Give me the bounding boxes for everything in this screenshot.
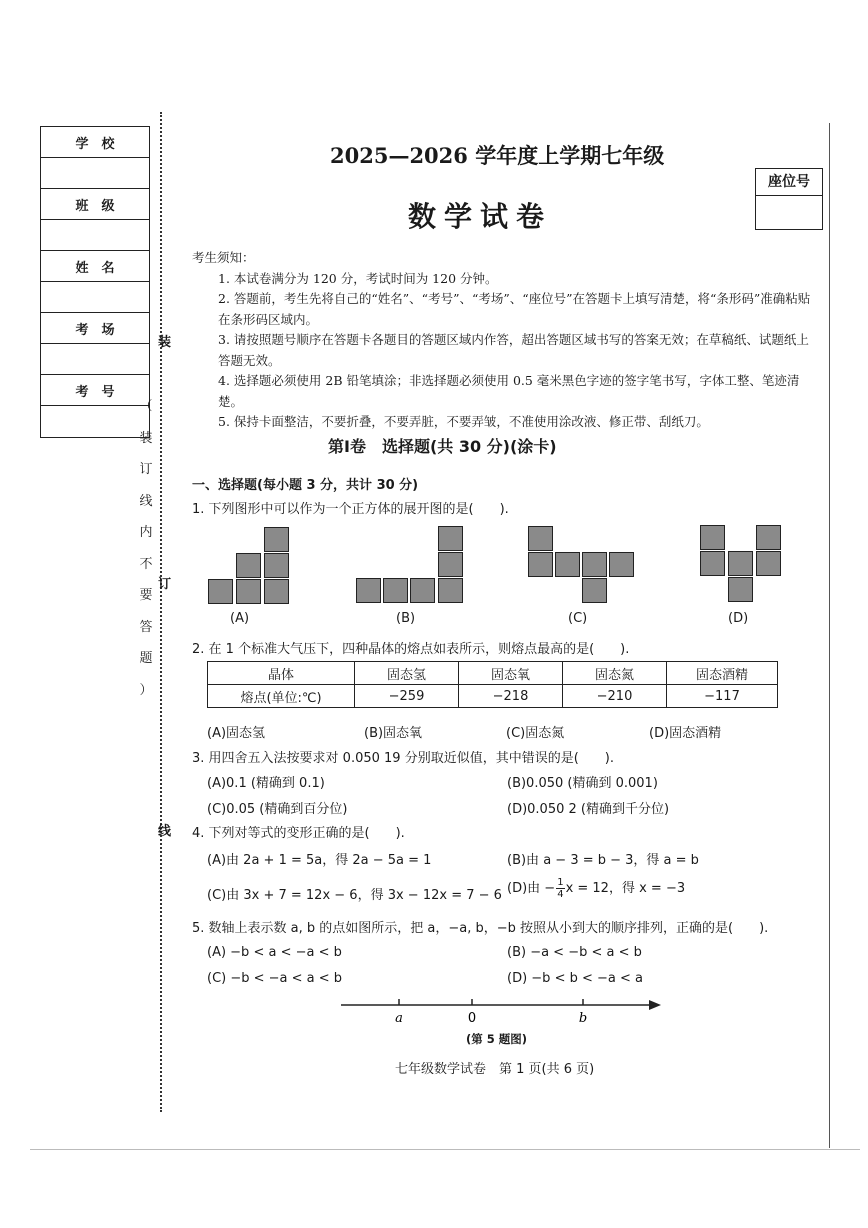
binding-char: 订 bbox=[139, 462, 153, 477]
bottom-rule bbox=[30, 1149, 860, 1150]
q3-option-d: (D)0.050 2 (精确到千分位) bbox=[507, 802, 670, 817]
binding-char: 要 bbox=[139, 588, 153, 603]
info-label-class: 班 级 bbox=[41, 189, 149, 220]
q4-option-d-prefix: (D)由 − bbox=[507, 881, 556, 896]
net-square bbox=[264, 527, 289, 552]
net-square bbox=[609, 552, 634, 577]
net-square bbox=[528, 552, 553, 577]
binding-char: ） bbox=[139, 682, 153, 698]
section-title: 第Ⅰ卷 选择题(共 30 分)(涂卡) bbox=[328, 437, 557, 456]
net-square bbox=[356, 578, 381, 603]
number-line-arrow bbox=[649, 1000, 661, 1010]
q5-option-b: (B) −a < −b < a < b bbox=[507, 945, 642, 960]
info-blank-school bbox=[41, 158, 149, 189]
q5-option-a: (A) −b < a < −a < b bbox=[207, 945, 342, 960]
q4-option-b: (B)由 a − 3 = b − 3，得 a = b bbox=[507, 853, 699, 868]
axis-label-a: a bbox=[395, 1011, 403, 1026]
notice-item: 2. 答题前，考生先将自己的“姓名”、“考号”、“考场”、“座位号”在答题卡上填写清楚，将“条形码”准确粘贴在条形码区域内。 bbox=[218, 291, 811, 327]
q3-option-b: (B)0.050 (精确到 0.001) bbox=[507, 776, 658, 791]
net-square bbox=[410, 578, 435, 603]
net-square bbox=[728, 577, 753, 602]
q3-option-c: (C)0.05 (精确到百分位) bbox=[207, 802, 348, 817]
fraction-denominator: 4 bbox=[557, 889, 564, 900]
net-square bbox=[438, 526, 463, 551]
net-square bbox=[383, 578, 408, 603]
q4-option-c: (C)由 3x + 7 = 12x − 6，得 3x − 12x = 7 − 6 bbox=[207, 888, 502, 903]
net-square bbox=[236, 553, 261, 578]
binding-char: 不 bbox=[139, 556, 153, 572]
notice-item: 3. 请按照题号顺序在答题卡各题目的答题区域内作答，超出答题区域书写的答案无效；在草稿纸、试题纸上答题无效。 bbox=[218, 332, 809, 368]
table-cell: −210 bbox=[563, 685, 667, 708]
net-square bbox=[264, 579, 289, 604]
notice-item: 1. 本试卷满分为 120 分，考试时间为 120 分钟。 bbox=[218, 270, 498, 286]
notice-heading: 考生须知： bbox=[192, 250, 255, 265]
option-label-a: (A) bbox=[230, 611, 250, 626]
info-blank-number bbox=[41, 406, 149, 437]
question-5-text: 5. 数轴上表示数 a, b 的点如图所示，把 a，−a, b，−b 按照从小到大的顺序排列，正确的是( ). bbox=[192, 921, 769, 936]
net-square bbox=[264, 553, 289, 578]
q2-option-b: (B)固态氧 bbox=[364, 726, 423, 741]
net-square bbox=[528, 526, 553, 551]
table-header-row bbox=[208, 662, 778, 685]
seat-number-box bbox=[755, 168, 823, 230]
net-square bbox=[756, 525, 781, 550]
question-4-text: 4. 下列对等式的变形正确的是( ). bbox=[192, 826, 405, 841]
q3-option-a: (A)0.1 (精确到 0.1) bbox=[207, 776, 325, 791]
table-header-cell: 固态酒精 bbox=[667, 662, 778, 685]
seat-number-label: 座位号 bbox=[756, 169, 822, 196]
page-footer: 七年级数学试卷 第 1 页(共 6 页) bbox=[395, 1062, 595, 1077]
info-label-school: 学 校 bbox=[41, 127, 149, 158]
info-blank-name bbox=[41, 282, 149, 313]
q2-option-c: (C)固态氮 bbox=[506, 726, 565, 741]
binding-char: 题 bbox=[139, 651, 153, 666]
net-square bbox=[555, 552, 580, 577]
q2-option-d: (D)固态酒精 bbox=[649, 726, 722, 741]
q5-option-c: (C) −b < −a < a < b bbox=[207, 971, 343, 986]
q2-option-a: (A)固态氢 bbox=[207, 726, 266, 741]
table-cell: −218 bbox=[459, 685, 563, 708]
axis-label-b: b bbox=[578, 1011, 588, 1026]
net-square bbox=[208, 579, 233, 604]
notice-item: 4. 选择题必须使用 2B 铅笔填涂；非选择题必须使用 0.5 毫米黑色字迹的签字笔书写，字体工整、笔迹清楚。 bbox=[218, 373, 800, 409]
binding-char: 线 bbox=[158, 824, 172, 839]
option-label-c: (C) bbox=[568, 611, 588, 626]
net-square bbox=[700, 525, 725, 550]
question-1-text: 1. 下列图形中可以作为一个正方体的展开图的是( ). bbox=[192, 502, 509, 517]
table-row-label: 熔点(单位:℃) bbox=[208, 685, 355, 708]
q5-option-d: (D) −b < b < −a < a bbox=[507, 971, 643, 986]
binding-vertical-text bbox=[138, 398, 154, 713]
binding-char: 答 bbox=[139, 619, 153, 635]
table-row bbox=[208, 685, 778, 708]
binding-char: （ bbox=[139, 399, 153, 414]
net-square bbox=[582, 552, 607, 577]
table-cell: −117 bbox=[667, 685, 778, 708]
exam-title-year: 2025—2026 学年度上学期七年级 bbox=[330, 143, 665, 168]
info-label-room: 考 场 bbox=[41, 313, 149, 344]
q4-option-d-suffix: x = 12，得 x = −3 bbox=[565, 881, 686, 896]
info-label-number: 考 号 bbox=[41, 375, 149, 406]
net-square bbox=[438, 552, 463, 577]
binding-char: 内 bbox=[139, 525, 153, 540]
net-square bbox=[582, 578, 607, 603]
binding-char: 装 bbox=[139, 430, 153, 446]
net-square bbox=[728, 551, 753, 576]
net-square bbox=[236, 579, 261, 604]
info-blank-class bbox=[41, 220, 149, 251]
fraction bbox=[556, 877, 564, 900]
question-3-text: 3. 用四舍五入法按要求对 0.050 19 分别取近似值，其中错误的是( ). bbox=[192, 751, 614, 766]
axis-label-zero: 0 bbox=[467, 1011, 477, 1026]
net-square bbox=[756, 551, 781, 576]
table-header-cell: 晶体 bbox=[208, 662, 355, 685]
fraction-numerator: 1 bbox=[557, 877, 564, 888]
notice-item: 5. 保持卡面整洁，不要折叠，不要弄脏，不要弄皱，不准使用涂改液、修正带、刮纸刀。 bbox=[218, 414, 709, 429]
exam-notice bbox=[192, 248, 814, 433]
q4-option-d bbox=[507, 877, 685, 900]
student-info-table bbox=[40, 126, 153, 438]
melting-point-table bbox=[207, 661, 778, 708]
binding-dotted-line bbox=[160, 112, 162, 1112]
binding-char: 订 bbox=[158, 577, 172, 592]
part-heading: 一、选择题(每小题 3 分，共计 30 分) bbox=[192, 478, 419, 493]
number-line-figure bbox=[335, 995, 665, 1035]
exam-title-subject: 数学试卷 bbox=[408, 200, 553, 233]
table-header-cell: 固态氧 bbox=[459, 662, 563, 685]
option-label-d: (D) bbox=[728, 611, 749, 626]
right-border-line bbox=[829, 123, 830, 1148]
option-label-b: (B) bbox=[396, 611, 416, 626]
table-header-cell: 固态氢 bbox=[355, 662, 459, 685]
info-label-name: 姓 名 bbox=[41, 251, 149, 282]
net-square bbox=[700, 551, 725, 576]
binding-char: 线 bbox=[139, 493, 153, 509]
figure-caption: (第 5 题图) bbox=[466, 1032, 528, 1046]
info-blank-room bbox=[41, 344, 149, 375]
q4-option-a: (A)由 2a + 1 = 5a，得 2a − 5a = 1 bbox=[207, 853, 432, 868]
table-cell: −259 bbox=[355, 685, 459, 708]
question-2-text: 2. 在 1 个标准大气压下，四种晶体的熔点如表所示，则熔点最高的是( ). bbox=[192, 642, 630, 657]
net-square bbox=[438, 578, 463, 603]
table-header-cell: 固态氮 bbox=[563, 662, 667, 685]
binding-char: 装 bbox=[158, 335, 172, 350]
